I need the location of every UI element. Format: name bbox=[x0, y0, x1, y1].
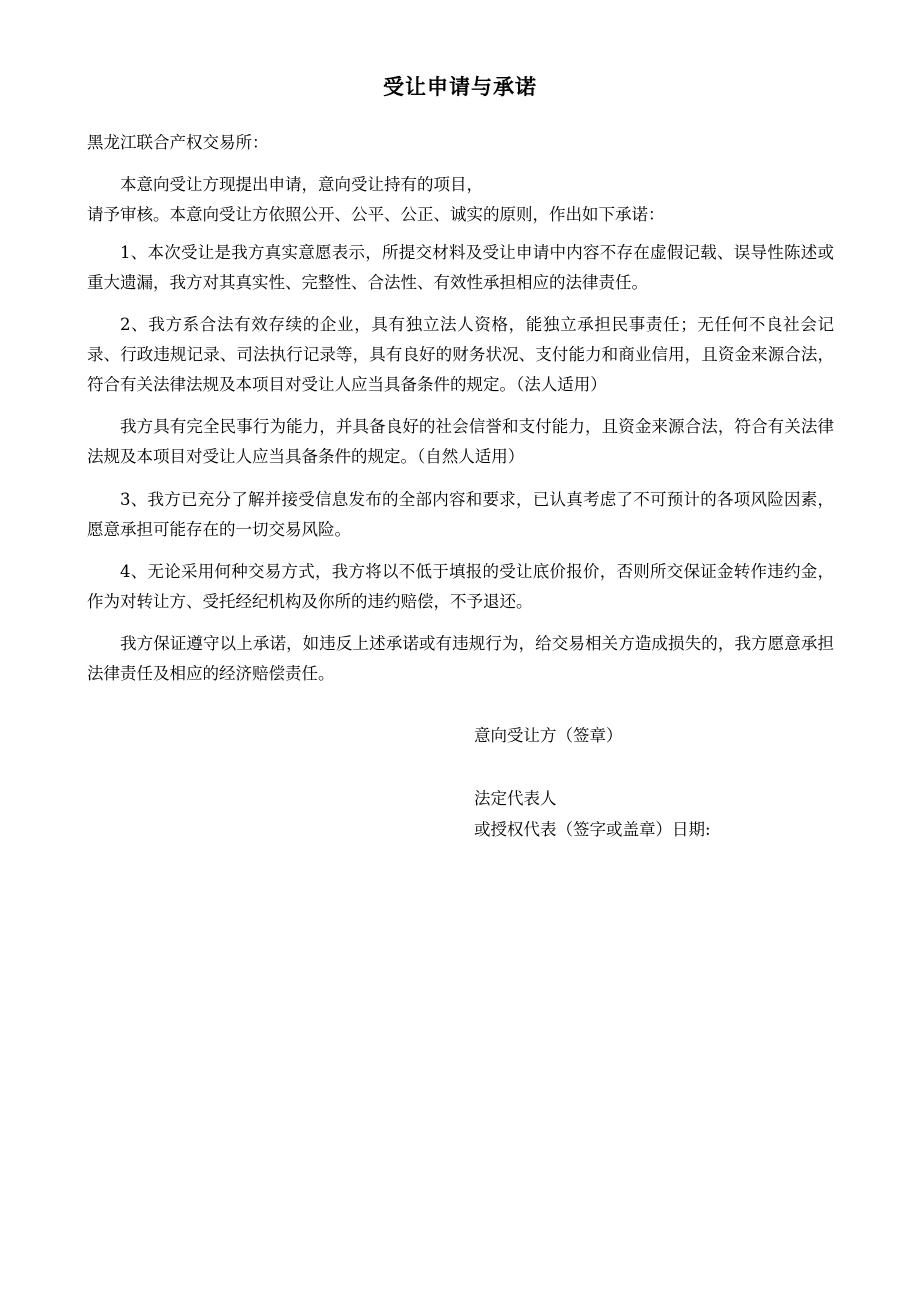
commitment-2-natural-person: 我方具有完全民事行为能力，并具备良好的社会信誉和支付能力，且资金来源合法，符合有关法律法规及本项目对受让人应当具备条件的规定。（自然人适用） bbox=[87, 417, 834, 466]
document-title: 受让申请与承诺 bbox=[383, 75, 537, 99]
signature-legal-rep: 法定代表人 bbox=[474, 789, 557, 808]
addressee: 黑龙江联合产权交易所： bbox=[87, 133, 269, 152]
signature-party: 意向受让方（签章） bbox=[474, 726, 623, 745]
intro-paragraph bbox=[87, 170, 834, 230]
intro-line-2: 请予审核。本意向受让方依照公开、公平、公正、诚实的原则，作出如下承诺： bbox=[87, 205, 665, 224]
intro-line-1: 本意向受让方现提出申请，意向受让持有的项目， bbox=[120, 175, 483, 194]
guarantee-paragraph: 我方保证遵守以上承诺，如违反上述承诺或有违规行为，给交易相关方造成损失的，我方愿意承担法律责任及相应的经济赔偿责任。 bbox=[87, 634, 834, 683]
signature-auth-rep-date: 或授权代表（签字或盖章）日期: bbox=[474, 820, 711, 839]
commitment-3: 3、我方已充分了解并接受信息发布的全部内容和要求，已认真考虑了不可预计的各项风险因素，愿意承担可能存在的一切交易风险。 bbox=[87, 490, 834, 539]
commitment-1: 1、本次受让是我方真实意愿表示，所提交材料及受让申请中内容不存在虚假记载、误导性陈述或重大遗漏，我方对其真实性、完整性、合法性、有效性承担相应的法律责任。 bbox=[87, 243, 834, 292]
commitment-4: 4、无论采用何种交易方式，我方将以不低于填报的受让底价报价，否则所交保证金转作违约金，作为对转让方、受托经纪机构及你所的违约赔偿，不予退还。 bbox=[87, 562, 834, 611]
commitment-2-legal-person: 2、我方系合法有效存续的企业，具有独立法人资格，能独立承担民事责任；无任何不良社会记录、行政违规记录、司法执行记录等，具有良好的财务状况、支付能力和商业信用，且资金来源合法，符合有关法律法规及本项目对受让人应当具备条件的规定。（法人适用） bbox=[87, 315, 834, 394]
